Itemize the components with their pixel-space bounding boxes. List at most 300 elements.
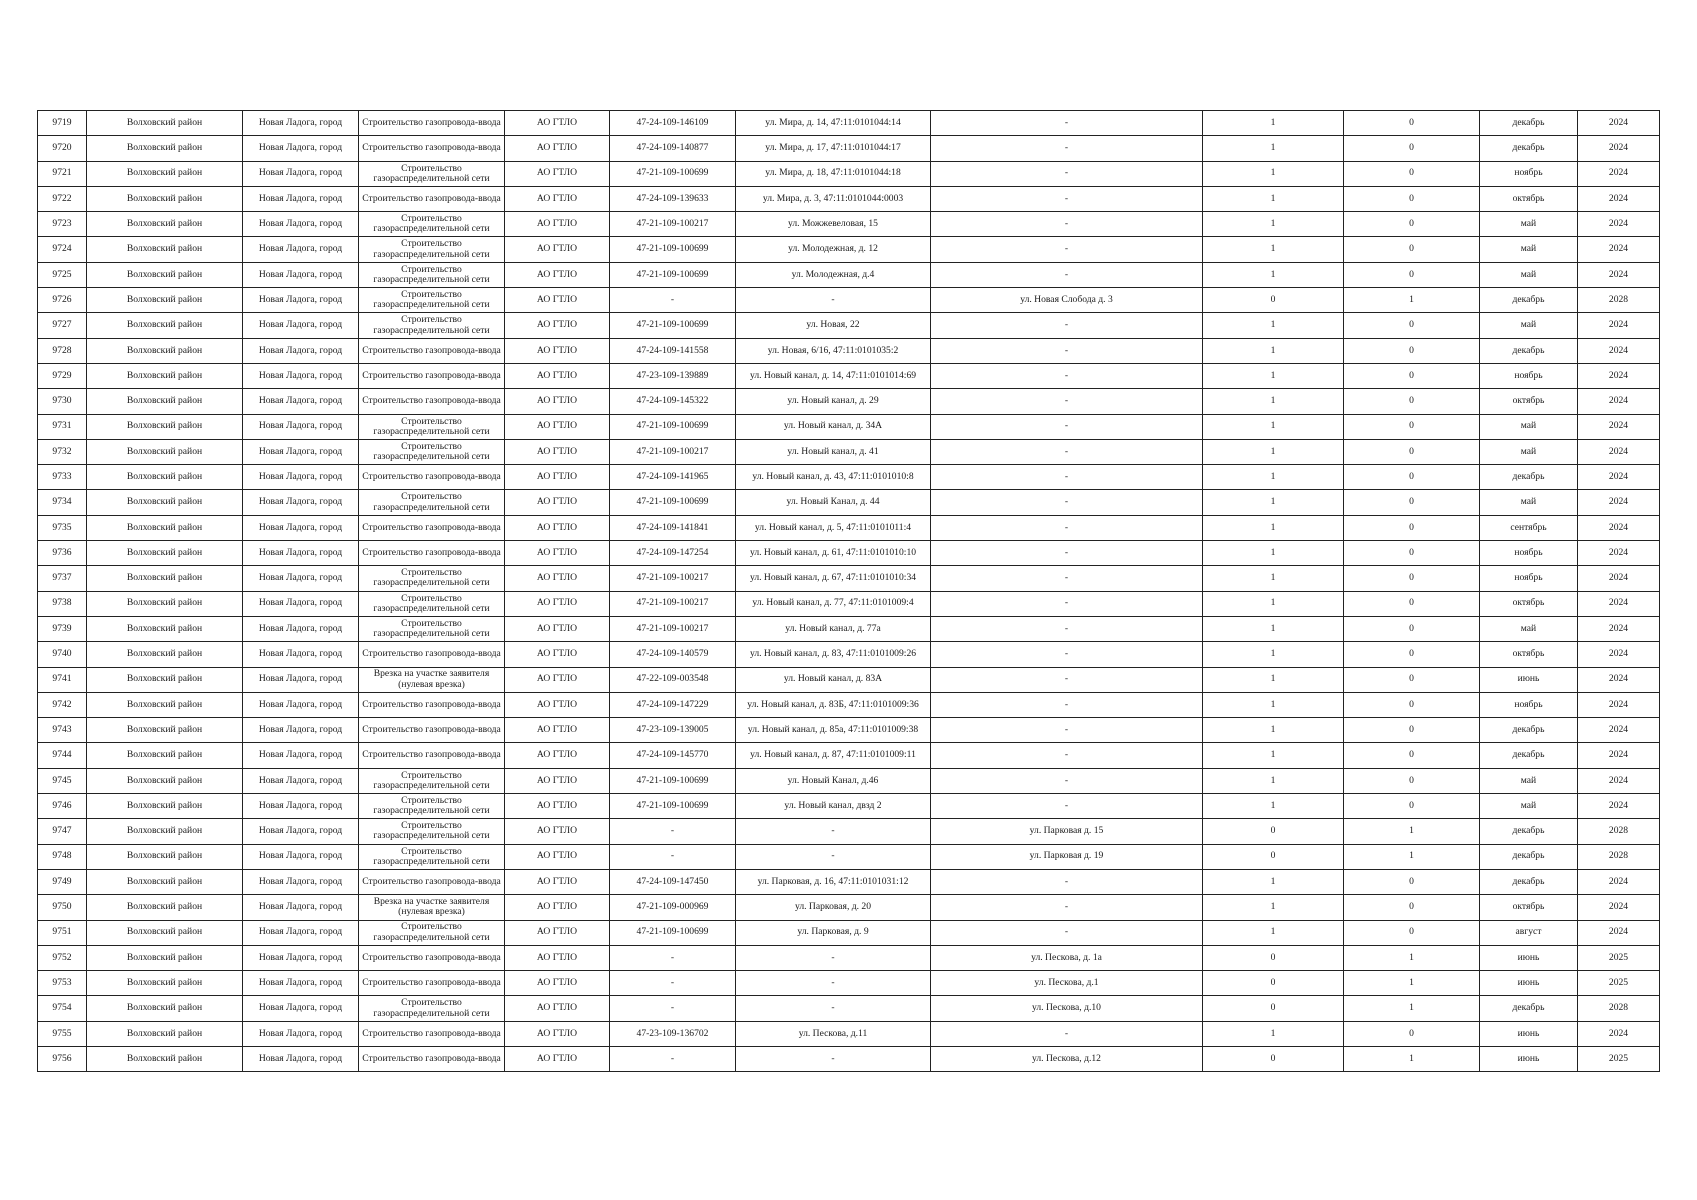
application-code-cell: 47-24-109-140877 (610, 136, 736, 161)
table-row (38, 515, 1660, 540)
count-connected-cell: 0 (1203, 971, 1344, 996)
locality-cell: Новая Ладога, город (243, 642, 359, 667)
locality-cell: Новая Ладога, город (243, 667, 359, 692)
work-type-cell: Врезка на участке заявителя (нулевая врезка) (359, 895, 505, 920)
month-cell: май (1480, 490, 1578, 515)
count-planned-cell: 1 (1344, 819, 1480, 844)
locality-cell: Новая Ладога, город (243, 262, 359, 287)
locality-cell: Новая Ладога, город (243, 136, 359, 161)
organization-cell: АО ГТЛО (505, 895, 610, 920)
address-planned-cell: - (931, 515, 1203, 540)
address-planned-cell: - (931, 262, 1203, 287)
organization-cell: АО ГТЛО (505, 566, 610, 591)
locality-cell: Новая Ладога, город (243, 212, 359, 237)
locality-cell: Новая Ладога, город (243, 465, 359, 490)
count-planned-cell: 0 (1344, 541, 1480, 566)
row-number-cell: 9720 (38, 136, 87, 161)
count-connected-cell: 0 (1203, 844, 1344, 869)
table-row (38, 566, 1660, 591)
address-cadastral-cell: ул. Новый канал, д. 43, 47:11:0101010:8 (736, 465, 931, 490)
count-connected-cell: 1 (1203, 667, 1344, 692)
month-cell: сентябрь (1480, 515, 1578, 540)
address-cadastral-cell: ул. Новый канал, д. 29 (736, 389, 931, 414)
row-number-cell: 9737 (38, 566, 87, 591)
address-cadastral-cell: ул. Новый канал, д. 5, 47:11:0101011:4 (736, 515, 931, 540)
count-connected-cell: 0 (1203, 1046, 1344, 1071)
district-cell: Волховский район (87, 161, 243, 186)
application-code-cell: 47-21-109-100699 (610, 768, 736, 793)
count-connected-cell: 1 (1203, 895, 1344, 920)
locality-cell: Новая Ладога, город (243, 566, 359, 591)
row-number-cell: 9734 (38, 490, 87, 515)
application-code-cell: 47-24-109-147254 (610, 541, 736, 566)
locality-cell: Новая Ладога, город (243, 920, 359, 945)
row-number-cell: 9724 (38, 237, 87, 262)
year-cell: 2024 (1578, 212, 1660, 237)
address-planned-cell: - (931, 768, 1203, 793)
locality-cell: Новая Ладога, город (243, 389, 359, 414)
work-type-cell: Строительство газопровода-ввода (359, 642, 505, 667)
address-cadastral-cell: ул. Новый канал, д. 77, 47:11:0101009:4 (736, 591, 931, 616)
row-number-cell: 9750 (38, 895, 87, 920)
month-cell: декабрь (1480, 338, 1578, 363)
row-number-cell: 9747 (38, 819, 87, 844)
work-type-cell: Строительство газопровода-ввода (359, 515, 505, 540)
row-number-cell: 9748 (38, 844, 87, 869)
work-type-cell: Строительство газораспределительной сети (359, 819, 505, 844)
table-row (38, 768, 1660, 793)
locality-cell: Новая Ладога, город (243, 945, 359, 970)
organization-cell: АО ГТЛО (505, 920, 610, 945)
organization-cell: АО ГТЛО (505, 338, 610, 363)
work-type-cell: Строительство газопровода-ввода (359, 869, 505, 894)
count-planned-cell: 0 (1344, 136, 1480, 161)
address-planned-cell: - (931, 414, 1203, 439)
table-row (38, 212, 1660, 237)
count-planned-cell: 0 (1344, 667, 1480, 692)
address-cadastral-cell: ул. Мира, д. 18, 47:11:0101044:18 (736, 161, 931, 186)
work-type-cell: Строительство газораспределительной сети (359, 262, 505, 287)
count-connected-cell: 1 (1203, 566, 1344, 591)
year-cell: 2024 (1578, 237, 1660, 262)
count-planned-cell: 0 (1344, 338, 1480, 363)
organization-cell: АО ГТЛО (505, 313, 610, 338)
row-number-cell: 9752 (38, 945, 87, 970)
locality-cell: Новая Ладога, город (243, 869, 359, 894)
table-row (38, 313, 1660, 338)
month-cell: ноябрь (1480, 161, 1578, 186)
district-cell: Волховский район (87, 667, 243, 692)
work-type-cell: Строительство газораспределительной сети (359, 920, 505, 945)
table-body (38, 111, 1660, 1072)
year-cell: 2024 (1578, 515, 1660, 540)
month-cell: май (1480, 439, 1578, 464)
month-cell: декабрь (1480, 819, 1578, 844)
locality-cell: Новая Ладога, город (243, 111, 359, 136)
table-row (38, 288, 1660, 313)
locality-cell: Новая Ладога, город (243, 768, 359, 793)
year-cell: 2025 (1578, 971, 1660, 996)
month-cell: май (1480, 313, 1578, 338)
organization-cell: АО ГТЛО (505, 237, 610, 262)
count-planned-cell: 0 (1344, 262, 1480, 287)
month-cell: ноябрь (1480, 692, 1578, 717)
organization-cell: АО ГТЛО (505, 794, 610, 819)
district-cell: Волховский район (87, 718, 243, 743)
organization-cell: АО ГТЛО (505, 212, 610, 237)
table-row (38, 692, 1660, 717)
locality-cell: Новая Ладога, город (243, 161, 359, 186)
row-number-cell: 9756 (38, 1046, 87, 1071)
address-planned-cell: - (931, 465, 1203, 490)
locality-cell: Новая Ладога, город (243, 971, 359, 996)
table-row (38, 895, 1660, 920)
row-number-cell: 9728 (38, 338, 87, 363)
row-number-cell: 9746 (38, 794, 87, 819)
address-cadastral-cell: - (736, 288, 931, 313)
address-planned-cell: - (931, 920, 1203, 945)
locality-cell: Новая Ладога, город (243, 996, 359, 1021)
address-cadastral-cell: ул. Новый канал, д. 34А (736, 414, 931, 439)
district-cell: Волховский район (87, 439, 243, 464)
address-cadastral-cell: ул. Мира, д. 14, 47:11:0101044:14 (736, 111, 931, 136)
count-connected-cell: 1 (1203, 718, 1344, 743)
district-cell: Волховский район (87, 768, 243, 793)
address-planned-cell: - (931, 1021, 1203, 1046)
application-code-cell: 47-21-109-100699 (610, 313, 736, 338)
count-connected-cell: 0 (1203, 288, 1344, 313)
organization-cell: АО ГТЛО (505, 161, 610, 186)
address-planned-cell: - (931, 794, 1203, 819)
address-planned-cell: - (931, 541, 1203, 566)
year-cell: 2024 (1578, 642, 1660, 667)
count-planned-cell: 0 (1344, 161, 1480, 186)
count-planned-cell: 0 (1344, 1021, 1480, 1046)
work-type-cell: Строительство газопровода-ввода (359, 743, 505, 768)
district-cell: Волховский район (87, 288, 243, 313)
organization-cell: АО ГТЛО (505, 869, 610, 894)
month-cell: октябрь (1480, 389, 1578, 414)
organization-cell: АО ГТЛО (505, 439, 610, 464)
count-planned-cell: 0 (1344, 465, 1480, 490)
month-cell: декабрь (1480, 718, 1578, 743)
row-number-cell: 9735 (38, 515, 87, 540)
work-type-cell: Строительство газопровода-ввода (359, 338, 505, 363)
work-type-cell: Строительство газораспределительной сети (359, 996, 505, 1021)
count-planned-cell: 1 (1344, 288, 1480, 313)
locality-cell: Новая Ладога, город (243, 1021, 359, 1046)
address-cadastral-cell: ул. Новый канал, д. 41 (736, 439, 931, 464)
table-row (38, 920, 1660, 945)
locality-cell: Новая Ладога, город (243, 414, 359, 439)
count-planned-cell: 0 (1344, 566, 1480, 591)
year-cell: 2024 (1578, 136, 1660, 161)
address-cadastral-cell: ул. Новый канал, д. 83, 47:11:0101009:26 (736, 642, 931, 667)
address-planned-cell: - (931, 718, 1203, 743)
district-cell: Волховский район (87, 465, 243, 490)
district-cell: Волховский район (87, 566, 243, 591)
row-number-cell: 9743 (38, 718, 87, 743)
count-planned-cell: 0 (1344, 920, 1480, 945)
table-row (38, 541, 1660, 566)
month-cell: июнь (1480, 1021, 1578, 1046)
address-planned-cell: - (931, 642, 1203, 667)
row-number-cell: 9745 (38, 768, 87, 793)
locality-cell: Новая Ладога, город (243, 515, 359, 540)
month-cell: май (1480, 794, 1578, 819)
table-row (38, 414, 1660, 439)
address-cadastral-cell: - (736, 819, 931, 844)
address-planned-cell: - (931, 490, 1203, 515)
month-cell: декабрь (1480, 743, 1578, 768)
work-type-cell: Строительство газораспределительной сети (359, 616, 505, 641)
address-cadastral-cell: - (736, 945, 931, 970)
organization-cell: АО ГТЛО (505, 718, 610, 743)
year-cell: 2024 (1578, 389, 1660, 414)
count-connected-cell: 1 (1203, 1021, 1344, 1046)
count-connected-cell: 1 (1203, 768, 1344, 793)
district-cell: Волховский район (87, 591, 243, 616)
table-row (38, 186, 1660, 211)
address-planned-cell: - (931, 439, 1203, 464)
work-type-cell: Строительство газопровода-ввода (359, 186, 505, 211)
application-code-cell: - (610, 1046, 736, 1071)
month-cell: май (1480, 237, 1578, 262)
gasification-table (37, 110, 1660, 1072)
work-type-cell: Строительство газораспределительной сети (359, 313, 505, 338)
count-connected-cell: 1 (1203, 743, 1344, 768)
district-cell: Волховский район (87, 920, 243, 945)
row-number-cell: 9754 (38, 996, 87, 1021)
organization-cell: АО ГТЛО (505, 465, 610, 490)
address-planned-cell: - (931, 111, 1203, 136)
count-connected-cell: 1 (1203, 490, 1344, 515)
work-type-cell: Строительство газораспределительной сети (359, 237, 505, 262)
application-code-cell: 47-21-109-100699 (610, 490, 736, 515)
row-number-cell: 9740 (38, 642, 87, 667)
district-cell: Волховский район (87, 212, 243, 237)
organization-cell: АО ГТЛО (505, 667, 610, 692)
table-row (38, 667, 1660, 692)
year-cell: 2024 (1578, 490, 1660, 515)
work-type-cell: Строительство газораспределительной сети (359, 768, 505, 793)
count-planned-cell: 0 (1344, 869, 1480, 894)
count-planned-cell: 0 (1344, 389, 1480, 414)
count-planned-cell: 0 (1344, 515, 1480, 540)
month-cell: декабрь (1480, 111, 1578, 136)
month-cell: декабрь (1480, 136, 1578, 161)
work-type-cell: Строительство газораспределительной сети (359, 566, 505, 591)
count-connected-cell: 1 (1203, 616, 1344, 641)
organization-cell: АО ГТЛО (505, 136, 610, 161)
table-row (38, 111, 1660, 136)
address-planned-cell: ул. Парковая д. 15 (931, 819, 1203, 844)
count-connected-cell: 1 (1203, 515, 1344, 540)
count-planned-cell: 0 (1344, 642, 1480, 667)
year-cell: 2024 (1578, 262, 1660, 287)
address-planned-cell: - (931, 566, 1203, 591)
organization-cell: АО ГТЛО (505, 616, 610, 641)
row-number-cell: 9731 (38, 414, 87, 439)
count-planned-cell: 0 (1344, 212, 1480, 237)
row-number-cell: 9729 (38, 363, 87, 388)
district-cell: Волховский район (87, 1021, 243, 1046)
table-row (38, 743, 1660, 768)
address-cadastral-cell: ул. Новый канал, д. 61, 47:11:0101010:10 (736, 541, 931, 566)
organization-cell: АО ГТЛО (505, 515, 610, 540)
district-cell: Волховский район (87, 616, 243, 641)
row-number-cell: 9727 (38, 313, 87, 338)
row-number-cell: 9753 (38, 971, 87, 996)
year-cell: 2024 (1578, 1021, 1660, 1046)
address-cadastral-cell: - (736, 971, 931, 996)
work-type-cell: Строительство газопровода-ввода (359, 541, 505, 566)
count-planned-cell: 0 (1344, 490, 1480, 515)
work-type-cell: Строительство газораспределительной сети (359, 288, 505, 313)
work-type-cell: Строительство газопровода-ввода (359, 692, 505, 717)
address-cadastral-cell: ул. Новый Канал, д. 44 (736, 490, 931, 515)
count-planned-cell: 1 (1344, 945, 1480, 970)
row-number-cell: 9736 (38, 541, 87, 566)
application-code-cell: - (610, 844, 736, 869)
organization-cell: АО ГТЛО (505, 186, 610, 211)
work-type-cell: Строительство газопровода-ввода (359, 136, 505, 161)
district-cell: Волховский район (87, 844, 243, 869)
address-cadastral-cell: - (736, 996, 931, 1021)
address-cadastral-cell: - (736, 844, 931, 869)
district-cell: Волховский район (87, 692, 243, 717)
table-row (38, 490, 1660, 515)
locality-cell: Новая Ладога, город (243, 1046, 359, 1071)
application-code-cell: 47-24-109-141841 (610, 515, 736, 540)
district-cell: Волховский район (87, 389, 243, 414)
organization-cell: АО ГТЛО (505, 363, 610, 388)
year-cell: 2024 (1578, 616, 1660, 641)
address-planned-cell: ул. Парковая д. 19 (931, 844, 1203, 869)
year-cell: 2024 (1578, 692, 1660, 717)
work-type-cell: Строительство газопровода-ввода (359, 945, 505, 970)
month-cell: ноябрь (1480, 541, 1578, 566)
district-cell: Волховский район (87, 414, 243, 439)
application-code-cell: 47-21-109-100699 (610, 414, 736, 439)
count-connected-cell: 1 (1203, 869, 1344, 894)
table-row (38, 136, 1660, 161)
application-code-cell: - (610, 996, 736, 1021)
work-type-cell: Строительство газораспределительной сети (359, 490, 505, 515)
district-cell: Волховский район (87, 743, 243, 768)
count-connected-cell: 1 (1203, 338, 1344, 363)
district-cell: Волховский район (87, 971, 243, 996)
count-connected-cell: 1 (1203, 237, 1344, 262)
month-cell: май (1480, 212, 1578, 237)
organization-cell: АО ГТЛО (505, 819, 610, 844)
address-cadastral-cell: ул. Парковая, д. 9 (736, 920, 931, 945)
organization-cell: АО ГТЛО (505, 945, 610, 970)
year-cell: 2024 (1578, 111, 1660, 136)
district-cell: Волховский район (87, 111, 243, 136)
table-row (38, 389, 1660, 414)
district-cell: Волховский район (87, 541, 243, 566)
locality-cell: Новая Ладога, город (243, 363, 359, 388)
address-cadastral-cell: ул. Молодежная, д.4 (736, 262, 931, 287)
locality-cell: Новая Ладога, город (243, 692, 359, 717)
row-number-cell: 9732 (38, 439, 87, 464)
work-type-cell: Строительство газопровода-ввода (359, 465, 505, 490)
month-cell: декабрь (1480, 288, 1578, 313)
locality-cell: Новая Ладога, город (243, 186, 359, 211)
organization-cell: АО ГТЛО (505, 971, 610, 996)
organization-cell: АО ГТЛО (505, 768, 610, 793)
address-cadastral-cell: ул. Мира, д. 3, 47:11:0101044:0003 (736, 186, 931, 211)
work-type-cell: Строительство газораспределительной сети (359, 794, 505, 819)
application-code-cell: 47-21-109-100699 (610, 794, 736, 819)
district-cell: Волховский район (87, 996, 243, 1021)
application-code-cell: 47-24-109-139633 (610, 186, 736, 211)
work-type-cell: Строительство газопровода-ввода (359, 363, 505, 388)
address-planned-cell: ул. Новая Слобода д. 3 (931, 288, 1203, 313)
year-cell: 2028 (1578, 819, 1660, 844)
address-planned-cell: - (931, 338, 1203, 363)
district-cell: Волховский район (87, 945, 243, 970)
table-row (38, 338, 1660, 363)
locality-cell: Новая Ладога, город (243, 237, 359, 262)
application-code-cell: 47-24-109-146109 (610, 111, 736, 136)
address-planned-cell: ул. Пескова, д.10 (931, 996, 1203, 1021)
row-number-cell: 9755 (38, 1021, 87, 1046)
work-type-cell: Строительство газораспределительной сети (359, 161, 505, 186)
address-planned-cell: - (931, 869, 1203, 894)
table-row (38, 945, 1660, 970)
count-connected-cell: 1 (1203, 794, 1344, 819)
count-connected-cell: 1 (1203, 591, 1344, 616)
table-row (38, 794, 1660, 819)
count-connected-cell: 1 (1203, 212, 1344, 237)
locality-cell: Новая Ладога, город (243, 819, 359, 844)
application-code-cell: 47-24-109-147450 (610, 869, 736, 894)
district-cell: Волховский район (87, 515, 243, 540)
month-cell: октябрь (1480, 591, 1578, 616)
month-cell: май (1480, 616, 1578, 641)
address-cadastral-cell: ул. Мира, д. 17, 47:11:0101044:17 (736, 136, 931, 161)
application-code-cell: 47-21-109-100217 (610, 212, 736, 237)
count-planned-cell: 0 (1344, 768, 1480, 793)
row-number-cell: 9738 (38, 591, 87, 616)
organization-cell: АО ГТЛО (505, 490, 610, 515)
table-row (38, 844, 1660, 869)
count-connected-cell: 0 (1203, 819, 1344, 844)
year-cell: 2028 (1578, 844, 1660, 869)
address-cadastral-cell: ул. Можжевеловая, 15 (736, 212, 931, 237)
work-type-cell: Строительство газораспределительной сети (359, 439, 505, 464)
count-connected-cell: 1 (1203, 541, 1344, 566)
count-planned-cell: 0 (1344, 591, 1480, 616)
district-cell: Волховский район (87, 338, 243, 363)
year-cell: 2024 (1578, 591, 1660, 616)
district-cell: Волховский район (87, 819, 243, 844)
locality-cell: Новая Ладога, город (243, 439, 359, 464)
organization-cell: АО ГТЛО (505, 262, 610, 287)
count-connected-cell: 1 (1203, 465, 1344, 490)
count-planned-cell: 0 (1344, 313, 1480, 338)
count-planned-cell: 0 (1344, 237, 1480, 262)
work-type-cell: Строительство газораспределительной сети (359, 212, 505, 237)
application-code-cell: 47-21-109-100217 (610, 566, 736, 591)
row-number-cell: 9722 (38, 186, 87, 211)
address-planned-cell: ул. Пескова, д.1 (931, 971, 1203, 996)
work-type-cell: Строительство газораспределительной сети (359, 591, 505, 616)
count-planned-cell: 0 (1344, 439, 1480, 464)
work-type-cell: Строительство газопровода-ввода (359, 389, 505, 414)
